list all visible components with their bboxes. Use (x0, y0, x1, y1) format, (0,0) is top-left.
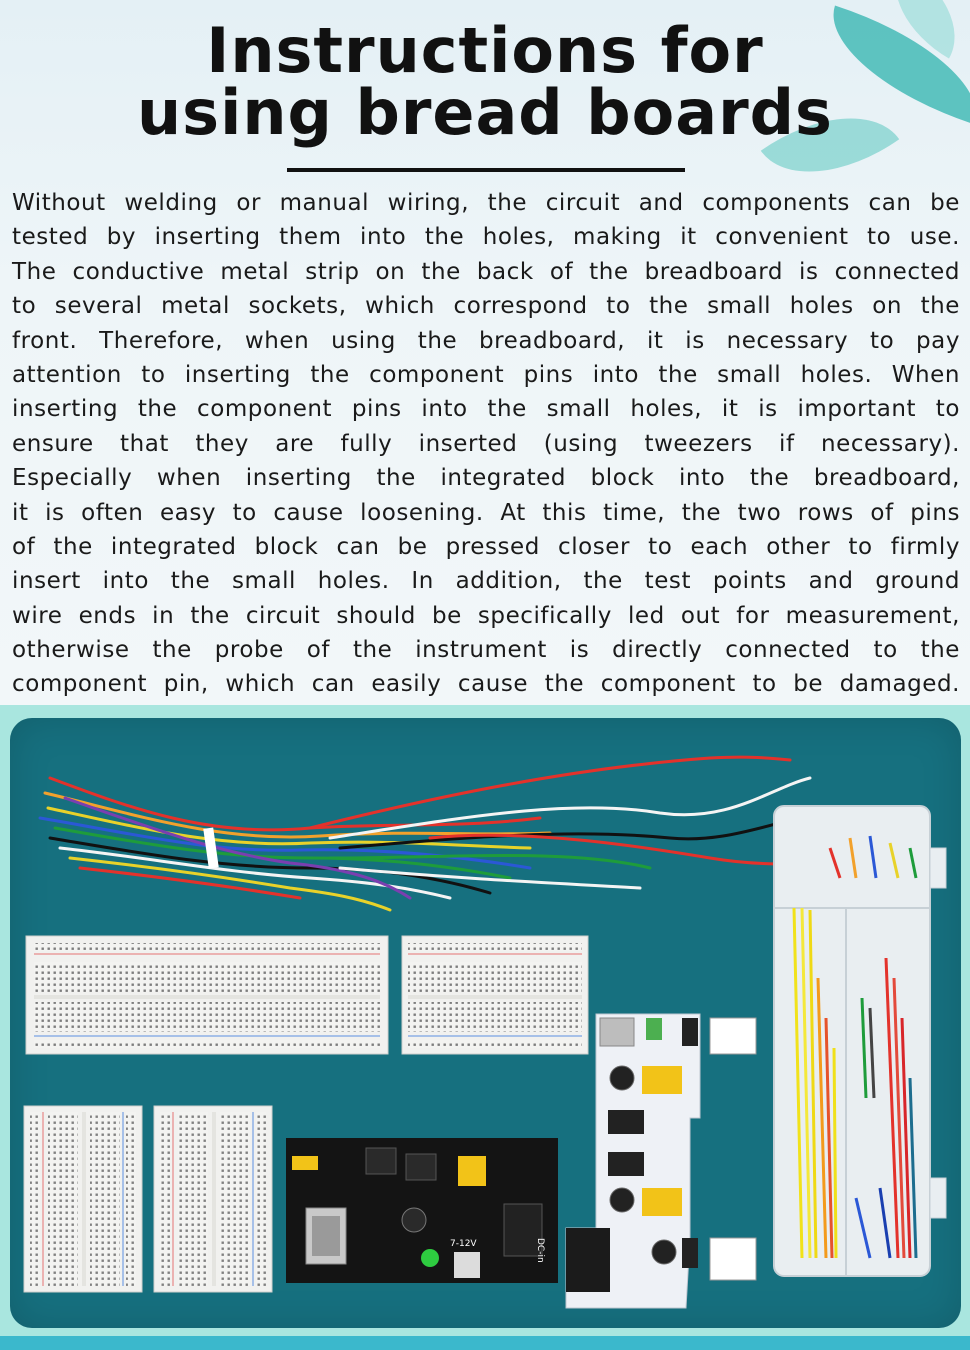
paragraph-line: Especially when inserting the integrated block into the breadboard, (12, 465, 960, 492)
page-title (0, 14, 970, 149)
paragraph-line: to several metal sockets, which correspond to the small holes on the (12, 293, 960, 320)
volt-range-label: 7-12V (450, 1239, 477, 1249)
jumper-wire-box-icon (774, 806, 946, 1276)
paragraph-line: inserting the component pins into the small holes, it is important to (12, 396, 960, 423)
power-supply-module-icon (566, 1014, 756, 1308)
paragraph-line: attention to inserting the component pins into the small holes. When (12, 361, 960, 388)
paragraph-line: of the integrated block can be pressed closer to each other to firmly (12, 533, 960, 560)
title-line-1: Instructions for (206, 14, 764, 87)
title-underline (287, 168, 685, 172)
breadboard-170-icon (24, 1106, 142, 1292)
paragraph-line: otherwise the probe of the instrument is directly connected to the (12, 637, 960, 664)
breadboard-400-icon (402, 936, 588, 1054)
breadboard-830-icon (26, 936, 388, 1054)
jumper-wire-bundle-icon (40, 757, 840, 910)
paragraph-line: ensure that they are fully inserted (using tweezers if necessary). (12, 430, 960, 457)
paragraph-line: component pin, which can easily cause the component to be damaged. (12, 671, 960, 698)
bottom-strip (0, 1336, 970, 1350)
paragraph-line: The conductive metal strip on the back of the breadboard is connected (12, 258, 960, 285)
paragraph-line: insert into the small holes. In addition, the test points and ground (12, 568, 960, 595)
title-line-2: using bread boards (137, 76, 833, 149)
paragraph-line: it is often easy to cause loosening. At this time, the two rows of pins (12, 499, 960, 526)
paragraph-line: front. Therefore, when using the breadboard, it is necessary to pay (12, 327, 960, 354)
paragraph-line: wire ends in the circuit should be specifically led out for measurement, (12, 602, 960, 629)
paragraph-line: Without welding or manual wiring, the circuit and components can be (12, 190, 960, 216)
product-illustration (10, 718, 961, 1328)
dc-in-label: DC-in (535, 1238, 545, 1263)
breadboard-170-icon (154, 1106, 272, 1292)
paragraph-line: tested by inserting them into the holes, making it convenient to use. (12, 224, 960, 251)
power-supply-module-icon (286, 1138, 558, 1283)
instructions-paragraph (12, 186, 960, 702)
